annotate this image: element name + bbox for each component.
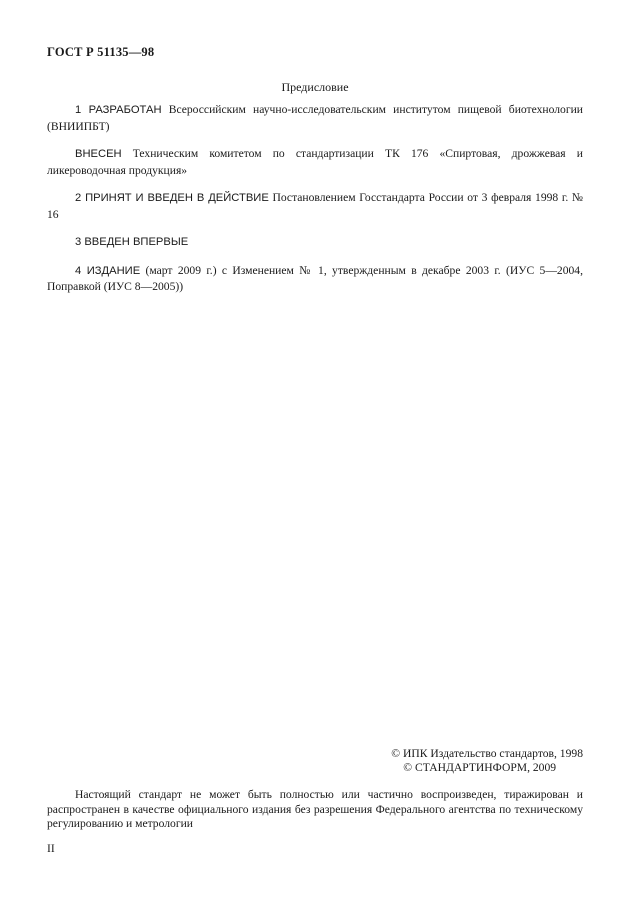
copyright-line-2: © СТАНДАРТИНФОРМ, 2009 bbox=[403, 761, 557, 774]
preface-paragraph-4 bbox=[47, 234, 583, 251]
copyright-line-1: © ИПК Издательство стандартов, 1998 bbox=[391, 747, 583, 760]
paragraph-text: Постановлением Госстандарта России от 3 февраля 1998 г. № 16 bbox=[47, 191, 583, 221]
reproduction-notice: Настоящий стандарт не может быть полностью или частично воспроизведен, тиражирован и распространен в качестве официального издания без разрешения Федерального агентства по техническому регулированию и метрологии bbox=[47, 788, 583, 830]
paragraph-lead: ВНЕСЕН bbox=[75, 148, 122, 160]
paragraph-lead: 4 ИЗДАНИЕ bbox=[75, 264, 141, 277]
paragraph-text: Техническим комитетом по стандартизации ТК 176 «Спиртовая, дрожжевая и ликероводочная продукция» bbox=[47, 147, 583, 177]
preface-paragraph-5 bbox=[47, 263, 583, 295]
paragraph-lead: 2 ПРИНЯТ И ВВЕДЕН В ДЕЙСТВИЕ bbox=[75, 192, 269, 204]
paragraph-lead: 1 РАЗРАБОТАН bbox=[75, 104, 162, 116]
preface-paragraph-2 bbox=[47, 146, 583, 178]
paragraph-lead: 3 ВВЕДЕН ВПЕРВЫЕ bbox=[75, 236, 189, 248]
page-number: II bbox=[47, 842, 55, 855]
preface-paragraph-1 bbox=[47, 102, 583, 134]
standard-code: ГОСТ Р 51135—98 bbox=[47, 45, 155, 59]
paragraph-text: (март 2009 г.) с Изменением № 1, утвержденным в декабре 2003 г. (ИУС 5—2004, Поправкой (ИУС 8—2005)) bbox=[47, 263, 584, 293]
copyright-block bbox=[391, 747, 583, 775]
section-title: Предисловие bbox=[281, 80, 349, 94]
paragraph-text: Всероссийским научно-исследовательским институтом пищевой биотехнологии (ВНИИПБТ) bbox=[47, 103, 583, 133]
preface-paragraph-3 bbox=[47, 190, 583, 222]
preface-body bbox=[47, 102, 583, 307]
